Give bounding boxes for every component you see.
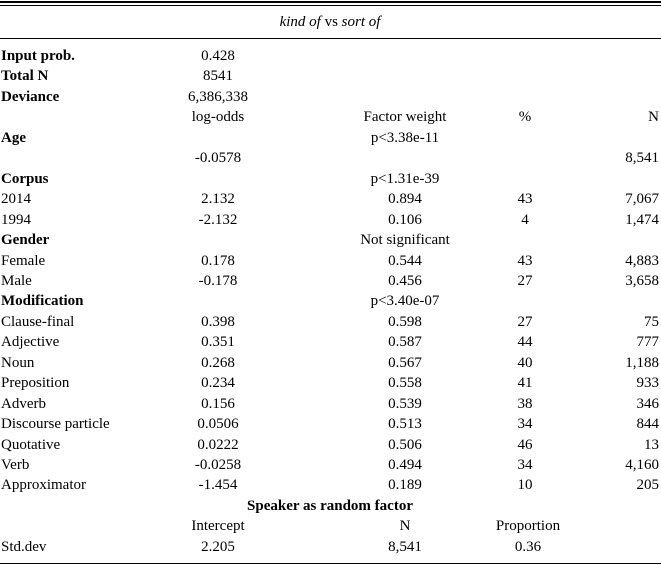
row-n: 205 [636,477,659,494]
row-factor-weight: 0.189 [388,477,422,494]
row-logodds: 0.351 [201,334,235,351]
group-p-corpus: p<1.31e-39 [370,170,440,187]
summary-label: Deviance [1,88,60,105]
row-logodds: 0.0222 [197,436,239,453]
row-n: 1,188 [625,354,659,371]
header-logodds: log-odds [191,109,245,126]
row-n: 346 [636,395,659,412]
row-percent: 10 [517,477,533,494]
row-n: 933 [636,375,659,392]
row-label: 2014 [1,191,31,208]
group-p-modification: p<3.40e-07 [370,293,440,310]
random-row-intercept: 2.205 [201,538,235,555]
row-label: Preposition [1,375,70,392]
row-label: Approximator [1,477,86,494]
row-factor-weight: 0.506 [388,436,422,453]
row-label: Clause-final [1,313,75,330]
group-label-gender: Gender [1,232,50,249]
row-factor-weight: 0.894 [388,191,422,208]
row-percent: 27 [517,272,533,289]
row-factor-weight: 0.587 [388,334,422,351]
row-n: 7,067 [625,191,659,208]
header-percent: % [518,109,532,126]
row-factor-weight: 0.106 [388,211,422,228]
row-label: Noun [1,354,35,371]
row-label: Male [1,272,32,289]
age-logodds: -0.0578 [194,150,242,167]
row-label: Verb [1,457,30,473]
row-percent: 46 [517,436,533,453]
top-rule-thin [0,5,661,6]
row-factor-weight: 0.513 [388,416,422,433]
random-header-intercept: Intercept [191,518,245,535]
row-n: 75 [644,313,659,330]
table-title [280,12,381,32]
row-percent: 38 [517,395,533,412]
row-percent: 27 [517,313,533,330]
row-logodds: -1.454 [198,477,238,494]
title-sort-of: sort of [341,14,381,30]
random-header-n: N [399,518,411,535]
row-logodds: 0.398 [201,313,235,330]
row-label: Adverb [1,395,46,412]
header-factor-weight: Factor weight [363,109,447,126]
group-label-age: Age [1,129,26,146]
row-logodds: 0.268 [201,354,235,371]
row-n: 844 [636,416,659,433]
row-factor-weight: 0.567 [388,354,422,371]
row-percent: 41 [517,375,533,392]
bottom-rule [0,563,661,564]
age-n: 8,541 [625,150,659,167]
row-label: Female [1,252,46,269]
row-factor-weight: 0.456 [388,272,422,289]
row-factor-weight: 0.544 [388,252,422,269]
row-logodds: -0.0258 [194,457,242,473]
random-row-proportion: 0.36 [514,538,542,555]
row-label: Quotative [1,436,61,453]
row-logodds: 0.0506 [197,416,239,433]
row-label: Discourse particle [1,416,110,433]
row-n: 3,658 [625,272,659,289]
row-percent: 4 [521,211,529,228]
summary-value: 8541 [203,68,233,85]
row-percent: 44 [517,334,533,351]
row-n: 4,160 [625,457,659,473]
random-row-n: 8,541 [388,538,422,555]
group-label-modification: Modification [1,293,84,310]
title-vs: vs [320,14,342,30]
group-label-corpus: Corpus [1,170,49,187]
row-label: 1994 [1,211,31,228]
title-kind-of: kind of [279,14,321,30]
row-factor-weight: 0.598 [388,313,422,330]
row-percent: 43 [517,252,533,269]
random-factor-title: Speaker as random factor [247,497,413,514]
row-percent: 34 [517,457,533,473]
top-rule-thick [0,1,661,3]
row-factor-weight: 0.558 [388,375,422,392]
random-row-label: Std.dev [1,538,47,555]
row-logodds: 0.178 [201,252,235,269]
row-logodds: -0.178 [198,272,238,289]
summary-value: 6,386,338 [188,88,248,105]
random-header-proportion: Proportion [495,518,561,535]
row-n: 4,883 [625,252,659,269]
group-p-age: p<3.38e-11 [370,129,440,146]
row-percent: 34 [517,416,533,433]
row-factor-weight: 0.494 [388,457,422,473]
row-percent: 40 [517,354,533,371]
row-logodds: 2.132 [201,191,235,208]
row-n: 1,474 [625,211,659,228]
row-logodds: -2.132 [198,211,238,228]
title-rule [0,38,661,39]
row-logodds: 0.234 [201,375,235,392]
row-factor-weight: 0.539 [388,395,422,412]
row-label: Adjective [1,334,60,351]
summary-label: Input prob. [1,48,75,64]
row-n: 777 [636,334,659,351]
row-logodds: 0.156 [201,395,235,412]
row-n: 13 [644,436,659,453]
summary-value: 0.428 [201,48,235,64]
row-percent: 43 [517,191,533,208]
group-p-gender: Not significant [360,232,450,249]
header-n: N [648,109,659,126]
summary-label: Total N [1,68,49,85]
